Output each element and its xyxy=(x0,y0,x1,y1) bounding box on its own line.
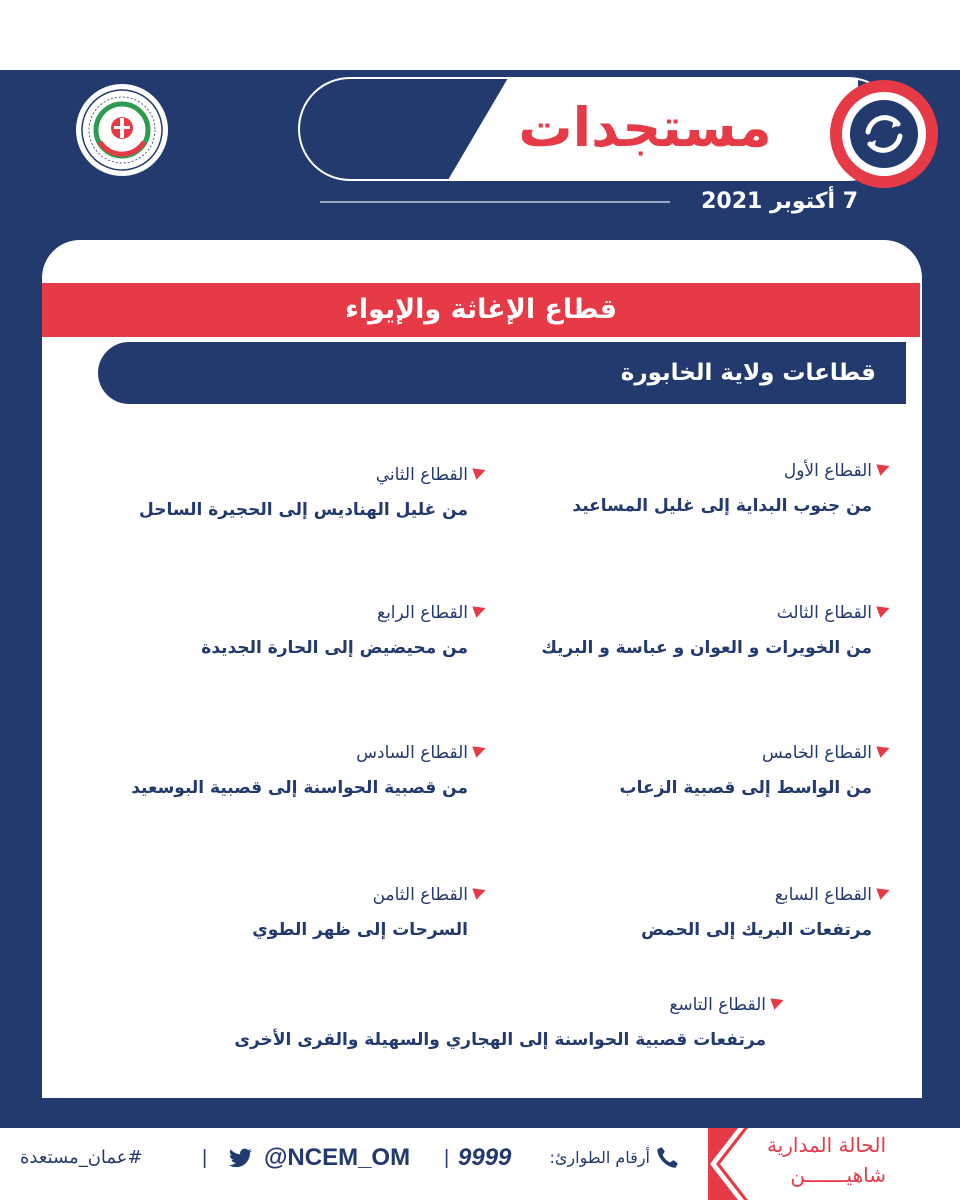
sector-desc: من محيضيض إلى الحارة الجديدة xyxy=(201,638,468,658)
sector-desc: من الخويرات و العوان و عباسة و البريك xyxy=(541,638,872,658)
sector-desc: من غليل الهناديس إلى الحجيرة الساحل xyxy=(139,500,468,520)
sector-desc: من الواسط إلى قصبية الزعاب xyxy=(619,778,872,798)
footer-slogan-line1: الحالة المدارية xyxy=(766,1133,886,1157)
sector-title: القطاع الخامس xyxy=(761,743,872,763)
sector-desc: مرتفعات البريك إلى الحمض xyxy=(641,920,872,940)
sector-4 xyxy=(88,598,468,668)
section-title: قطاع الإغاثة والإيواء xyxy=(344,294,618,325)
sector-1 xyxy=(492,456,872,526)
date-label: 7 أكتوبر 2021 xyxy=(701,189,858,214)
twitter-icon xyxy=(226,1144,254,1172)
sector-desc: السرحات إلى ظهر الطوي xyxy=(252,920,468,940)
sector-title: القطاع الثاني xyxy=(375,465,468,485)
footer-contact xyxy=(20,1140,680,1176)
hotline-number[interactable]: 9999 xyxy=(458,1144,512,1171)
subsection-title: قطاعات ولاية الخابورة xyxy=(620,360,876,386)
phone-icon xyxy=(654,1144,680,1172)
sector-title: القطاع الأول xyxy=(783,461,872,481)
ncem-logo-icon xyxy=(74,82,170,178)
footer-slogan-line2: شاهيـــــــن xyxy=(790,1163,886,1187)
sector-title: القطاع السابع xyxy=(774,885,872,905)
sector-9 xyxy=(146,990,766,1060)
twitter-handle[interactable]: @NCEM_OM xyxy=(264,1144,411,1171)
sector-title: القطاع التاسع xyxy=(669,995,766,1015)
sector-title: القطاع الرابع xyxy=(377,603,468,623)
sector-desc: من قصبية الحواسنة إلى قصبية البوسعيد xyxy=(131,778,468,798)
date-divider xyxy=(320,201,670,203)
separator: | xyxy=(444,1147,450,1169)
sector-3 xyxy=(492,598,872,668)
sector-desc: من جنوب البداية إلى غليل المساعيد xyxy=(572,496,872,516)
hashtag-link[interactable]: #عمان_مستعدة xyxy=(20,1147,143,1168)
sector-title: القطاع الثامن xyxy=(372,885,468,905)
separator: | xyxy=(202,1147,208,1169)
sector-6 xyxy=(88,738,468,808)
time-label: 10:55 PM xyxy=(331,110,449,140)
sector-8 xyxy=(88,880,468,950)
sector-title: القطاع الثالث xyxy=(776,603,872,623)
page-title: مستجدات xyxy=(518,96,772,159)
sector-2 xyxy=(88,460,468,530)
top-strip xyxy=(0,0,960,70)
hotline-label: أرقام الطوارئ: xyxy=(549,1148,650,1167)
sector-7 xyxy=(492,880,872,950)
sector-title: القطاع السادس xyxy=(356,743,468,763)
sector-5 xyxy=(492,738,872,808)
sector-desc: مرتفعات قصبية الحواسنة إلى الهجاري والسهيلة والقرى الأخرى xyxy=(234,1030,766,1050)
refresh-icon xyxy=(828,78,940,190)
